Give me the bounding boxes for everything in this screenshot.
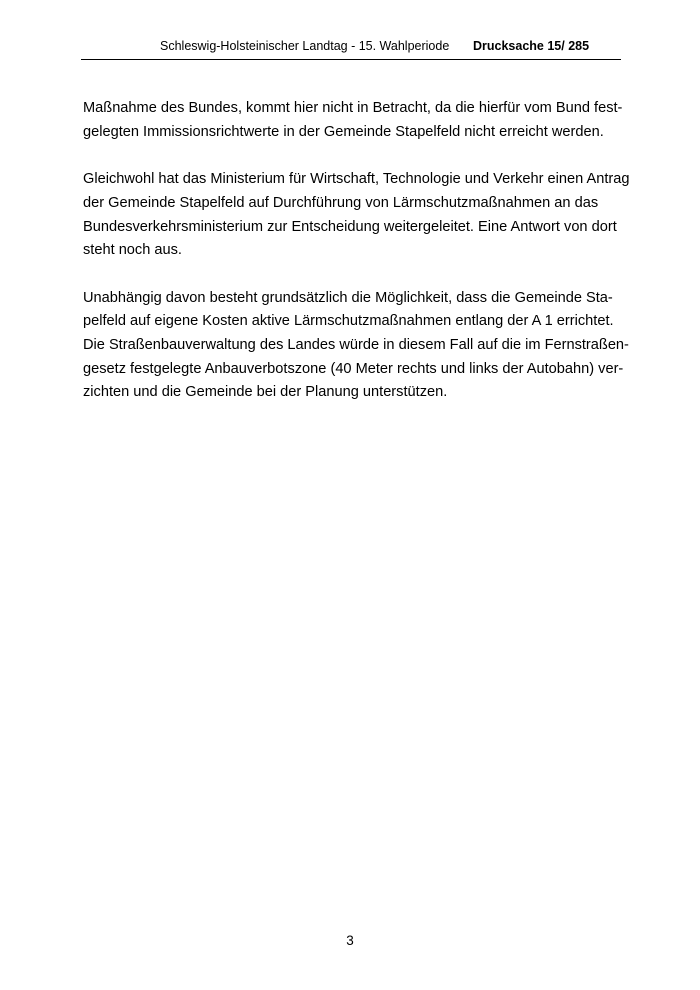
paragraph-1 [83, 97, 628, 144]
header-title: Schleswig-Holsteinischer Landtag - 15. Wahlperiode [160, 39, 450, 53]
paragraph-3 [83, 287, 628, 406]
text-line: steht noch aus. [83, 242, 182, 259]
text-line: gesetz festgelegte Anbauverbotszone (40 Meter rechts und links der Autobahn) ver- [83, 360, 624, 377]
text-line: Die Straßenbauverwaltung des Landes würde in diesem Fall auf die im Fernstraßen- [83, 337, 629, 353]
page-header [81, 39, 621, 59]
text-line: pelfeld auf eigene Kosten aktive Lärmschutzmaßnahmen entlang der A 1 errichtet. [83, 313, 614, 330]
text-line: zichten und die Gemeinde bei der Planung unterstützen. [83, 384, 448, 401]
document-number: Drucksache 15/ 285 [473, 39, 590, 53]
text-line: Bundesverkehrsministerium zur Entscheidung weitergeleitet. Eine Antwort von dort [83, 218, 617, 235]
text-line: Maßnahme des Bundes, kommt hier nicht in Betracht, da die hierfür vom Bund fest- [83, 100, 623, 116]
paragraph-2 [83, 168, 628, 263]
document-body [83, 97, 628, 429]
text-line: Unabhängig davon besteht grundsätzlich die Möglichkeit, dass die Gemeinde Sta- [83, 289, 613, 306]
text-line: der Gemeinde Stapelfeld auf Durchführung von Lärmschutzmaßnahmen an das [83, 194, 599, 211]
text-line: Gleichwohl hat das Ministerium für Wirtschaft, Technologie und Verkehr einen Antrag [83, 171, 630, 188]
page-number: 3 [346, 933, 354, 948]
text-line: gelegten Immissionsrichtwerte in der Gemeinde Stapelfeld nicht erreicht werden. [83, 123, 604, 140]
header-divider [81, 59, 621, 60]
